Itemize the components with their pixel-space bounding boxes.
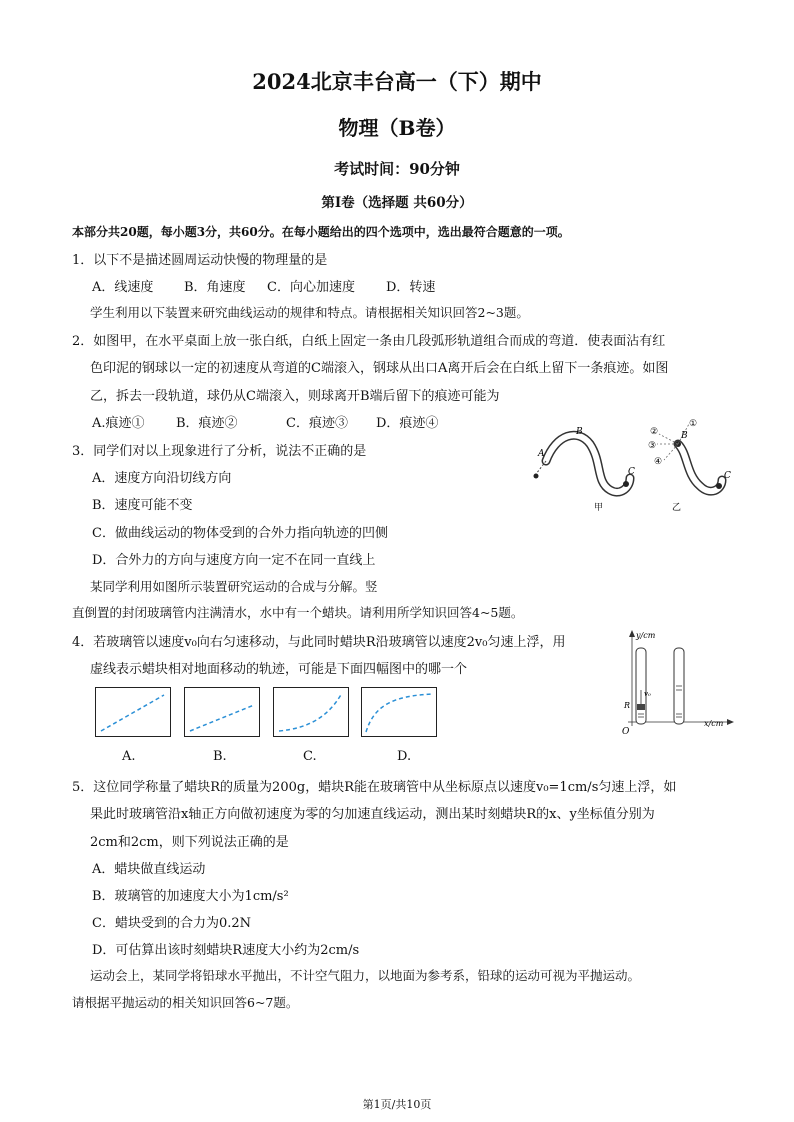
section-instruction: 本部分共20题，每小题3分，共60分。在每小题给出的四个选项中，选出最符合题意的一项。 — [72, 225, 570, 239]
label-b-jia: B — [576, 427, 583, 437]
x-axis-label: x/cm — [704, 719, 724, 728]
q3-option-d: D．合外力的方向与速度方向一定不在同一直线上 — [92, 553, 376, 568]
q2-option-d: D．痕迹④ — [376, 416, 439, 431]
lead-4-5-a: 某同学利用如图所示装置研究运动的合成与分解。竖 — [90, 579, 378, 594]
track-jia — [534, 435, 631, 492]
subject-title: 物理（B卷） — [338, 116, 456, 140]
q2-line3: 乙，拆去一段轨道，球仍从C端滚入，则球离开B端后留下的痕迹可能为 — [90, 389, 500, 404]
q1-option-c: C．向心加速度 — [267, 280, 355, 295]
box-label-b: B. — [213, 749, 227, 764]
q5-option-c: C．蜡块受到的合力为0.2N — [92, 916, 251, 931]
label-jia: 甲 — [594, 503, 604, 512]
q5-line1: 5．这位同学称量了蜡块R的质量为200g，蜡块R能在玻璃管中从坐标原点以速度v₀=1cm/s匀速上浮，如 — [72, 780, 677, 795]
option-box-d[interactable] — [361, 687, 437, 737]
q2-option-a: A.痕迹① — [92, 416, 145, 431]
q1-option-a: A．线速度 — [92, 280, 154, 295]
box-label-d: D. — [397, 749, 412, 764]
track-yi — [657, 424, 722, 491]
y-axis-label: y/cm — [636, 631, 656, 640]
q3-option-b: B．速度可能不变 — [92, 498, 193, 513]
origin-label: O — [622, 727, 630, 736]
trace-4: ④ — [654, 457, 663, 467]
box-label-a: A. — [122, 749, 136, 764]
q2-line1: 2．如图甲，在水平桌面上放一张白纸，白纸上固定一条由几段弧形轨道组合而成的弯道．使表面沾有红 — [72, 334, 666, 349]
q2-line2: 色印泥的钢球以一定的初速度从弯道的C端滚入，钢球从出口A离开后会在白纸上留下一条痕迹。如图 — [90, 361, 669, 376]
q4-line1: 4．若玻璃管以速度v₀向右匀速移动，与此同时蜡块R沿玻璃管以速度2v₀匀速上浮，用 — [72, 635, 566, 650]
lead-4-5-b: 直倒置的封闭玻璃管内注满清水，水中有一个蜡块。请利用所学知识回答4~5题。 — [72, 605, 524, 620]
trajectory-a — [96, 688, 170, 736]
lead-2-3: 学生利用以下装置来研究曲线运动的规律和特点。请根据相关知识回答2~3题。 — [90, 305, 529, 320]
box-label-c: C. — [303, 749, 317, 764]
q5-option-a: A．蜡块做直线运动 — [92, 862, 206, 877]
q1-stem: 1．以下不是描述圆周运动快慢的物理量的是 — [72, 253, 328, 268]
velocity-label: v₀ — [644, 690, 651, 698]
section-title: 第I卷（选择题 共60分） — [321, 195, 473, 211]
option-box-c[interactable] — [273, 687, 349, 737]
track-figure — [526, 416, 741, 512]
lead-6-7-b: 请根据平抛运动的相关知识回答6~7题。 — [72, 995, 299, 1010]
trajectory-d — [362, 688, 436, 736]
lead-6-7-a: 运动会上，某同学将铅球水平抛出，不计空气阻力，以地面为参考系，铅球的运动可视为平抛运动。 — [90, 968, 641, 983]
option-box-a[interactable] — [95, 687, 171, 737]
q5-line2: 果此时玻璃管沿x轴正方向做初速度为零的匀加速直线运动，测出某时刻蜡块R的x、y坐标值分别为 — [90, 807, 655, 822]
q5-line3: 2cm和2cm，则下列说法正确的是 — [90, 835, 289, 850]
trace-2: ② — [650, 427, 659, 437]
q3-stem: 3．同学们对以上现象进行了分析，说法不正确的是 — [72, 444, 367, 459]
block-label: R — [624, 701, 631, 710]
page-footer: 第1页/共10页 — [362, 1098, 432, 1111]
trajectory-c — [274, 688, 348, 736]
q1-option-d: D．转速 — [386, 280, 436, 295]
label-a: A — [538, 449, 545, 459]
label-b-yi: B — [681, 431, 688, 441]
q4-line2: 虚线表示蜡块相对地面移动的轨迹，可能是下面四幅图中的哪一个 — [90, 662, 468, 677]
label-yi: 乙 — [672, 503, 682, 512]
q3-option-a: A．速度方向沿切线方向 — [92, 471, 232, 486]
q2-option-c: C．痕迹③ — [286, 416, 348, 431]
q5-option-d: D．可估算出该时刻蜡块R速度大小约为2cm/s — [92, 943, 360, 958]
q1-option-b: B．角速度 — [184, 280, 246, 295]
label-c-yi: C — [724, 471, 731, 481]
trace-3: ③ — [648, 441, 657, 451]
q2-option-b: B．痕迹② — [176, 416, 238, 431]
exam-time: 考试时间：90分钟 — [334, 160, 460, 178]
q3-option-c: C．做曲线运动的物体受到的合外力指向轨迹的凹侧 — [92, 526, 388, 541]
q5-option-b: B．玻璃管的加速度大小为1cm/s² — [92, 889, 289, 904]
trace-1: ① — [689, 419, 698, 429]
page-title: 2024北京丰台高一（下）期中 — [252, 69, 542, 94]
label-c-jia: C — [628, 467, 635, 477]
tube-figure — [618, 626, 736, 736]
trajectory-b — [185, 688, 259, 736]
option-box-b[interactable] — [184, 687, 260, 737]
